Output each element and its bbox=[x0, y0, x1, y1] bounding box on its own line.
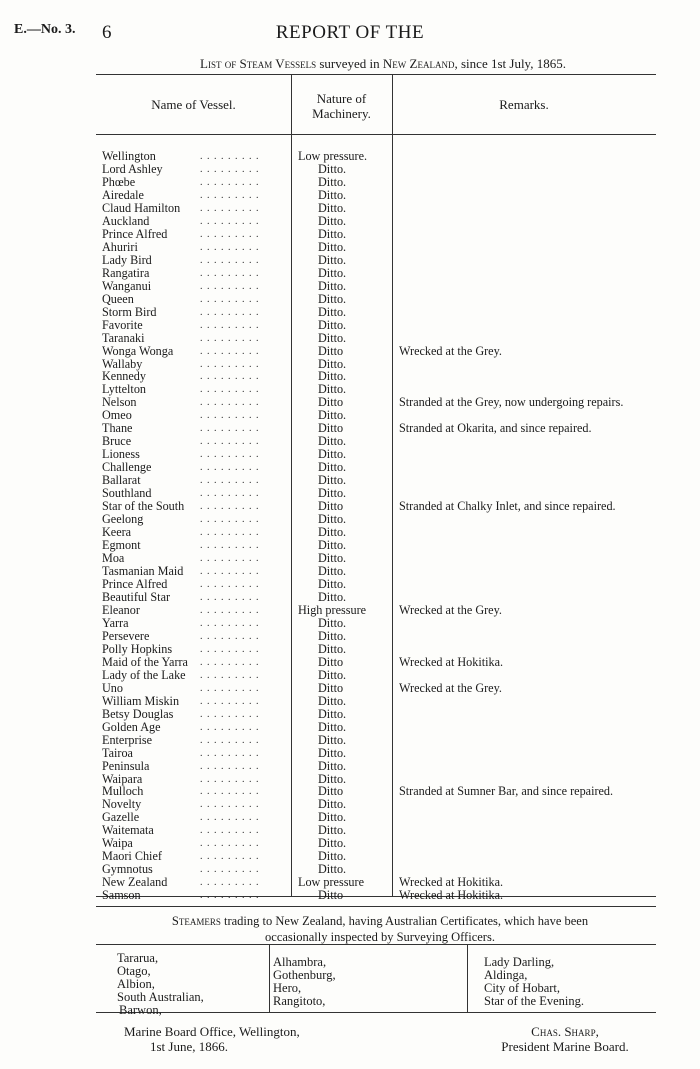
australian-vessels-column-3 bbox=[484, 956, 584, 1008]
vessel-name: Taranaki bbox=[102, 330, 145, 345]
leader-dots: . . . . . . . . . bbox=[200, 449, 260, 461]
leader-dots: . . . . . . . . . bbox=[200, 734, 260, 746]
subtitle-since: since 1st July, 1865. bbox=[461, 56, 566, 71]
vessel-name: Prince Alfred bbox=[102, 576, 168, 591]
leader-dots: . . . . . . . . . bbox=[200, 553, 260, 565]
table-row bbox=[0, 578, 700, 591]
vessel-name: Maori Chief bbox=[102, 849, 162, 864]
table-row bbox=[0, 643, 700, 656]
vessel-name: Keera bbox=[102, 525, 132, 540]
australian-vessel: South Australian, bbox=[117, 990, 204, 1004]
vessel-name: Peninsula bbox=[102, 758, 150, 773]
leader-dots: . . . . . . . . . bbox=[200, 163, 260, 175]
subtitle-list-of: List of bbox=[200, 56, 237, 71]
machinery-nature: Ditto. bbox=[318, 369, 347, 384]
table-row bbox=[0, 591, 700, 604]
column-header-nature-line1: Nature of bbox=[316, 91, 367, 106]
machinery-nature: Ditto. bbox=[318, 719, 347, 734]
vessel-name: Gazelle bbox=[102, 810, 140, 825]
leader-dots: . . . . . . . . . bbox=[200, 215, 260, 227]
machinery-nature: Ditto. bbox=[318, 732, 347, 747]
australian-steamers-note bbox=[0, 913, 700, 945]
vessel-name: Lady of the Lake bbox=[102, 667, 186, 682]
vessel-remark: Stranded at Sumner Bar, and since repaired. bbox=[399, 784, 614, 799]
machinery-nature: Ditto. bbox=[318, 810, 347, 825]
table-row bbox=[0, 747, 700, 760]
vessel-name: William Miskin bbox=[102, 693, 180, 708]
table-row bbox=[0, 267, 700, 280]
australian-vessels-column-1 bbox=[117, 952, 204, 1017]
leader-dots: . . . . . . . . . bbox=[200, 189, 260, 201]
leader-dots: . . . . . . . . . bbox=[200, 630, 260, 642]
leader-dots: . . . . . . . . . bbox=[200, 410, 260, 422]
leader-dots: . . . . . . . . . bbox=[200, 527, 260, 539]
leader-dots: . . . . . . . . . bbox=[200, 799, 260, 811]
vessel-remark: Wrecked at the Grey. bbox=[399, 680, 502, 695]
machinery-nature: High pressure bbox=[298, 602, 367, 617]
leader-dots: . . . . . . . . . bbox=[200, 345, 260, 357]
machinery-nature: Ditto. bbox=[318, 239, 347, 254]
vessel-name: New Zealand bbox=[102, 875, 168, 890]
table-row bbox=[0, 293, 700, 306]
australian-note-text: trading to New Zealand, having Australian Certificates, which have been bbox=[223, 914, 589, 928]
vessel-name: Tairoa bbox=[102, 745, 133, 760]
table-row bbox=[0, 889, 700, 902]
table-row bbox=[0, 656, 700, 669]
australian-vessels-column-2 bbox=[273, 956, 336, 1008]
column-header-name: Name of Vessel. bbox=[151, 97, 236, 112]
table-header-rule bbox=[96, 134, 656, 135]
leader-dots: . . . . . . . . . bbox=[200, 656, 260, 668]
leader-dots: . . . . . . . . . bbox=[200, 488, 260, 500]
document-reference: E.—No. 3. bbox=[14, 22, 76, 37]
leader-dots: . . . . . . . . . bbox=[200, 241, 260, 253]
machinery-nature: Ditto. bbox=[318, 161, 347, 176]
footer-date: 1st June, 1866. bbox=[150, 1039, 228, 1054]
table-row bbox=[0, 202, 700, 215]
leader-dots: . . . . . . . . . bbox=[200, 254, 260, 266]
machinery-nature: Ditto. bbox=[318, 278, 347, 293]
australian-vessel: Tararua, bbox=[117, 951, 159, 965]
machinery-nature: Ditto. bbox=[318, 460, 347, 475]
table-row bbox=[0, 630, 700, 643]
vessel-name: Rangatira bbox=[102, 265, 150, 280]
australian-vessel: Hero, bbox=[273, 981, 302, 995]
leader-dots: . . . . . . . . . bbox=[200, 475, 260, 487]
leader-dots: . . . . . . . . . bbox=[200, 371, 260, 383]
machinery-nature: Ditto. bbox=[318, 667, 347, 682]
vessel-name: Nelson bbox=[102, 395, 137, 410]
vessel-remark: Wrecked at the Grey. bbox=[399, 602, 502, 617]
footer-signatory-title: President Marine Board. bbox=[501, 1039, 629, 1054]
machinery-nature: Ditto bbox=[318, 421, 344, 436]
leader-dots: . . . . . . . . . bbox=[200, 786, 260, 798]
machinery-nature: Ditto. bbox=[318, 758, 347, 773]
machinery-nature: Ditto. bbox=[318, 356, 347, 371]
leader-dots: . . . . . . . . . bbox=[200, 462, 260, 474]
leader-dots: . . . . . . . . . bbox=[200, 669, 260, 681]
machinery-nature: Ditto bbox=[318, 888, 344, 903]
vessel-name: Wonga Wonga bbox=[102, 343, 174, 358]
vessel-name: Ballarat bbox=[102, 473, 141, 488]
leader-dots: . . . . . . . . . bbox=[200, 812, 260, 824]
leader-dots: . . . . . . . . . bbox=[200, 643, 260, 655]
table-row bbox=[0, 734, 700, 747]
column-header-nature bbox=[291, 91, 392, 121]
footer-signatory: Chas. Sharp, bbox=[531, 1024, 599, 1039]
table-row bbox=[0, 695, 700, 708]
vessel-name: Persevere bbox=[102, 628, 150, 643]
vessel-name: Lioness bbox=[102, 447, 140, 462]
machinery-nature: Ditto. bbox=[318, 693, 347, 708]
vessel-name: Lady Bird bbox=[102, 252, 152, 267]
leader-dots: . . . . . . . . . bbox=[200, 566, 260, 577]
leader-dots: . . . . . . . . . bbox=[200, 501, 260, 513]
leader-dots: . . . . . . . . . bbox=[200, 228, 260, 240]
leader-dots: . . . . . . . . . bbox=[200, 358, 260, 370]
vessel-remark: Wrecked at Hokitika. bbox=[399, 888, 504, 903]
machinery-nature: Ditto. bbox=[318, 434, 347, 449]
leader-dots: . . . . . . . . . bbox=[200, 423, 260, 435]
leader-dots: . . . . . . . . . bbox=[200, 540, 260, 552]
machinery-nature: Ditto bbox=[318, 784, 344, 799]
machinery-nature: Ditto. bbox=[318, 745, 347, 760]
vessel-name: Ahuriri bbox=[102, 239, 138, 254]
vessel-name: Maid of the Yarra bbox=[102, 654, 188, 669]
machinery-nature: Ditto. bbox=[318, 641, 347, 656]
leader-dots: . . . . . . . . . bbox=[200, 721, 260, 733]
leader-dots: . . . . . . . . . bbox=[200, 306, 260, 318]
table-row bbox=[0, 682, 700, 695]
vessel-name: Novelty bbox=[102, 797, 142, 812]
leader-dots: . . . . . . . . . bbox=[200, 773, 260, 785]
australian-divider-2 bbox=[467, 944, 468, 1012]
leader-dots: . . . . . . . . . bbox=[200, 151, 260, 162]
vessel-name: Gymnotus bbox=[102, 862, 153, 877]
australian-vessel: Albion, bbox=[117, 977, 155, 991]
machinery-nature: Ditto. bbox=[318, 538, 347, 553]
vessel-name: Tasmanian Maid bbox=[102, 564, 184, 578]
australian-vessel: Alhambra, bbox=[273, 955, 327, 969]
vessel-table-body bbox=[0, 150, 700, 902]
vessel-name: Star of the South bbox=[102, 499, 185, 514]
leader-dots: . . . . . . . . . bbox=[200, 397, 260, 409]
machinery-nature: Ditto bbox=[318, 680, 344, 695]
vessel-name: Golden Age bbox=[102, 719, 161, 734]
vessel-name: Samson bbox=[102, 888, 141, 903]
machinery-nature: Ditto. bbox=[318, 226, 347, 241]
table-row bbox=[0, 306, 700, 319]
vessel-remark: Stranded at Chalky Inlet, and since repaired. bbox=[399, 499, 616, 514]
machinery-nature: Ditto. bbox=[318, 213, 347, 228]
machinery-nature: Ditto. bbox=[318, 382, 347, 397]
vessel-remark: Stranded at the Grey, now undergoing repairs. bbox=[399, 395, 624, 410]
machinery-nature: Ditto. bbox=[318, 589, 347, 604]
table-row bbox=[0, 228, 700, 241]
machinery-nature: Ditto. bbox=[318, 628, 347, 643]
machinery-nature: Low pressure bbox=[298, 875, 364, 890]
vessel-name: Waitemata bbox=[102, 823, 154, 838]
report-title: REPORT OF THE bbox=[275, 22, 425, 43]
leader-dots: . . . . . . . . . bbox=[200, 202, 260, 214]
vessel-name: Wellington bbox=[102, 149, 156, 163]
australian-note-line2: occasionally inspected by Surveying Officers. bbox=[265, 930, 495, 944]
leader-dots: . . . . . . . . . bbox=[200, 877, 260, 889]
machinery-nature: Ditto. bbox=[318, 706, 347, 721]
vessel-name: Omeo bbox=[102, 408, 132, 423]
vessel-remark: Wrecked at the Grey. bbox=[399, 343, 502, 358]
table-row bbox=[0, 332, 700, 345]
leader-dots: . . . . . . . . . bbox=[200, 436, 260, 448]
australian-vessel: City of Hobart, bbox=[484, 981, 561, 995]
machinery-nature: Ditto. bbox=[318, 317, 347, 332]
machinery-nature: Ditto. bbox=[318, 265, 347, 280]
leader-dots: . . . . . . . . . bbox=[200, 682, 260, 694]
vessel-remark: Wrecked at Hokitika. bbox=[399, 875, 504, 890]
vessel-name: Eleanor bbox=[102, 602, 140, 617]
machinery-nature: Ditto. bbox=[318, 447, 347, 462]
vessel-name: Airedale bbox=[102, 187, 144, 202]
table-row bbox=[0, 669, 700, 682]
machinery-nature: Ditto. bbox=[318, 797, 347, 812]
vessel-remark: Wrecked at Hokitika. bbox=[399, 654, 504, 669]
vessel-name: Moa bbox=[102, 551, 125, 566]
table-row bbox=[0, 163, 700, 176]
australian-vessel: Lady Darling, bbox=[484, 955, 555, 969]
table-row bbox=[0, 215, 700, 228]
leader-dots: . . . . . . . . . bbox=[200, 514, 260, 526]
machinery-nature: Ditto. bbox=[318, 551, 347, 566]
leader-dots: . . . . . . . . . bbox=[200, 890, 260, 902]
leader-dots: . . . . . . . . . bbox=[200, 708, 260, 720]
leader-dots: . . . . . . . . . bbox=[200, 604, 260, 616]
subtitle-new-zealand: New Zealand, bbox=[382, 56, 458, 71]
vessel-name: Waipara bbox=[102, 771, 143, 786]
machinery-nature: Ditto. bbox=[318, 564, 347, 578]
table-row bbox=[0, 604, 700, 617]
footer-office bbox=[124, 1024, 300, 1054]
table-row bbox=[0, 176, 700, 189]
vessel-name: Polly Hopkins bbox=[102, 641, 173, 656]
machinery-nature: Ditto. bbox=[318, 486, 347, 501]
machinery-nature: Ditto. bbox=[318, 771, 347, 786]
machinery-nature: Ditto. bbox=[318, 304, 347, 319]
column-header-remarks: Remarks. bbox=[499, 97, 549, 112]
vessel-name: Favorite bbox=[102, 317, 143, 332]
footer-signature bbox=[480, 1024, 650, 1054]
machinery-nature: Ditto. bbox=[318, 291, 347, 306]
australian-vessel: Barwon, bbox=[119, 1003, 162, 1017]
list-subtitle bbox=[0, 56, 700, 72]
machinery-nature: Ditto. bbox=[318, 330, 347, 345]
vessel-name: Uno bbox=[102, 680, 123, 695]
vessel-name: Thane bbox=[102, 421, 133, 436]
leader-dots: . . . . . . . . . bbox=[200, 293, 260, 305]
vessel-name: Phœbe bbox=[102, 174, 136, 189]
vessel-name: Southland bbox=[102, 486, 152, 501]
machinery-nature: Ditto. bbox=[318, 849, 347, 864]
machinery-nature: Ditto. bbox=[318, 615, 347, 630]
leader-dots: . . . . . . . . . bbox=[200, 825, 260, 837]
table-row bbox=[0, 319, 700, 332]
machinery-nature: Ditto. bbox=[318, 823, 347, 838]
table-row bbox=[0, 254, 700, 267]
vessel-name: Yarra bbox=[102, 615, 129, 630]
australian-top-rule bbox=[96, 944, 656, 945]
australian-vessel: Star of the Evening. bbox=[484, 994, 584, 1008]
vessel-name: Egmont bbox=[102, 538, 141, 553]
australian-divider-1 bbox=[269, 944, 270, 1012]
vessel-name: Lord Ashley bbox=[102, 161, 163, 176]
table-row bbox=[0, 345, 700, 358]
subtitle-steam-vessels: Steam Vessels bbox=[239, 56, 317, 71]
table-row bbox=[0, 241, 700, 254]
table-row bbox=[0, 721, 700, 734]
vessel-name: Wanganui bbox=[102, 278, 152, 293]
vessel-name: Geelong bbox=[102, 512, 144, 527]
table-row bbox=[0, 760, 700, 773]
machinery-nature: Ditto bbox=[318, 395, 344, 410]
machinery-nature: Ditto bbox=[318, 499, 344, 514]
vessel-name: Queen bbox=[102, 291, 134, 306]
vessel-name: Prince Alfred bbox=[102, 226, 168, 241]
leader-dots: . . . . . . . . . bbox=[200, 760, 260, 772]
vessel-name: Challenge bbox=[102, 460, 152, 475]
machinery-nature: Ditto. bbox=[318, 408, 347, 423]
machinery-nature: Ditto bbox=[318, 343, 344, 358]
machinery-nature: Low pressure. bbox=[298, 149, 368, 163]
table-top-rule bbox=[96, 74, 656, 75]
subtitle-surveyed-in: surveyed in bbox=[319, 56, 380, 71]
leader-dots: . . . . . . . . . bbox=[200, 838, 260, 850]
leader-dots: . . . . . . . . . bbox=[200, 319, 260, 331]
machinery-nature: Ditto. bbox=[318, 187, 347, 202]
leader-dots: . . . . . . . . . bbox=[200, 176, 260, 188]
leader-dots: . . . . . . . . . bbox=[200, 851, 260, 863]
leader-dots: . . . . . . . . . bbox=[200, 578, 260, 590]
leader-dots: . . . . . . . . . bbox=[200, 280, 260, 292]
australian-note-line1 bbox=[0, 913, 700, 929]
vessel-name: Claud Hamilton bbox=[102, 200, 181, 215]
australian-vessel: Gothenburg, bbox=[273, 968, 336, 982]
vessel-name: Bruce bbox=[102, 434, 132, 449]
column-header-nature-line2: Machinery. bbox=[312, 106, 371, 121]
vessel-name: Enterprise bbox=[102, 732, 153, 747]
machinery-nature: Ditto. bbox=[318, 174, 347, 189]
page-number: 6 bbox=[102, 22, 112, 43]
leader-dots: . . . . . . . . . bbox=[200, 864, 260, 876]
machinery-nature: Ditto. bbox=[318, 512, 347, 527]
vessel-name: Auckland bbox=[102, 213, 150, 228]
leader-dots: . . . . . . . . . bbox=[200, 384, 260, 396]
vessel-name: Beautiful Star bbox=[102, 589, 171, 604]
machinery-nature: Ditto. bbox=[318, 525, 347, 540]
leader-dots: . . . . . . . . . bbox=[200, 267, 260, 279]
table-row bbox=[0, 280, 700, 293]
machinery-nature: Ditto bbox=[318, 654, 344, 669]
footer-office-name: Marine Board Office, Wellington, bbox=[124, 1024, 300, 1039]
vessel-name: Waipa bbox=[102, 836, 133, 851]
australian-vessel: Otago, bbox=[117, 964, 151, 978]
section-rule bbox=[96, 906, 656, 907]
machinery-nature: Ditto. bbox=[318, 473, 347, 488]
machinery-nature: Ditto. bbox=[318, 252, 347, 267]
leader-dots: . . . . . . . . . bbox=[200, 591, 260, 603]
vessel-name: Storm Bird bbox=[102, 304, 157, 319]
table-row bbox=[0, 189, 700, 202]
leader-dots: . . . . . . . . . bbox=[200, 332, 260, 344]
machinery-nature: Ditto. bbox=[318, 576, 347, 591]
vessel-remark: Stranded at Okarita, and since repaired. bbox=[399, 421, 592, 436]
australian-vessel: Aldinga, bbox=[484, 968, 528, 982]
machinery-nature: Ditto. bbox=[318, 200, 347, 215]
steamers-label: Steamers bbox=[171, 914, 221, 928]
table-row bbox=[0, 617, 700, 630]
vessel-name: Mulloch bbox=[102, 784, 144, 799]
leader-dots: . . . . . . . . . bbox=[200, 747, 260, 759]
machinery-nature: Ditto. bbox=[318, 836, 347, 851]
machinery-nature: Ditto. bbox=[318, 862, 347, 877]
vessel-name: Betsy Douglas bbox=[102, 706, 174, 721]
table-row bbox=[0, 708, 700, 721]
leader-dots: . . . . . . . . . bbox=[200, 617, 260, 629]
vessel-name: Kennedy bbox=[102, 369, 146, 384]
leader-dots: . . . . . . . . . bbox=[200, 695, 260, 707]
vessel-name: Lyttelton bbox=[102, 382, 147, 397]
vessel-name: Wallaby bbox=[102, 356, 143, 371]
australian-vessel: Rangitoto, bbox=[273, 994, 326, 1008]
